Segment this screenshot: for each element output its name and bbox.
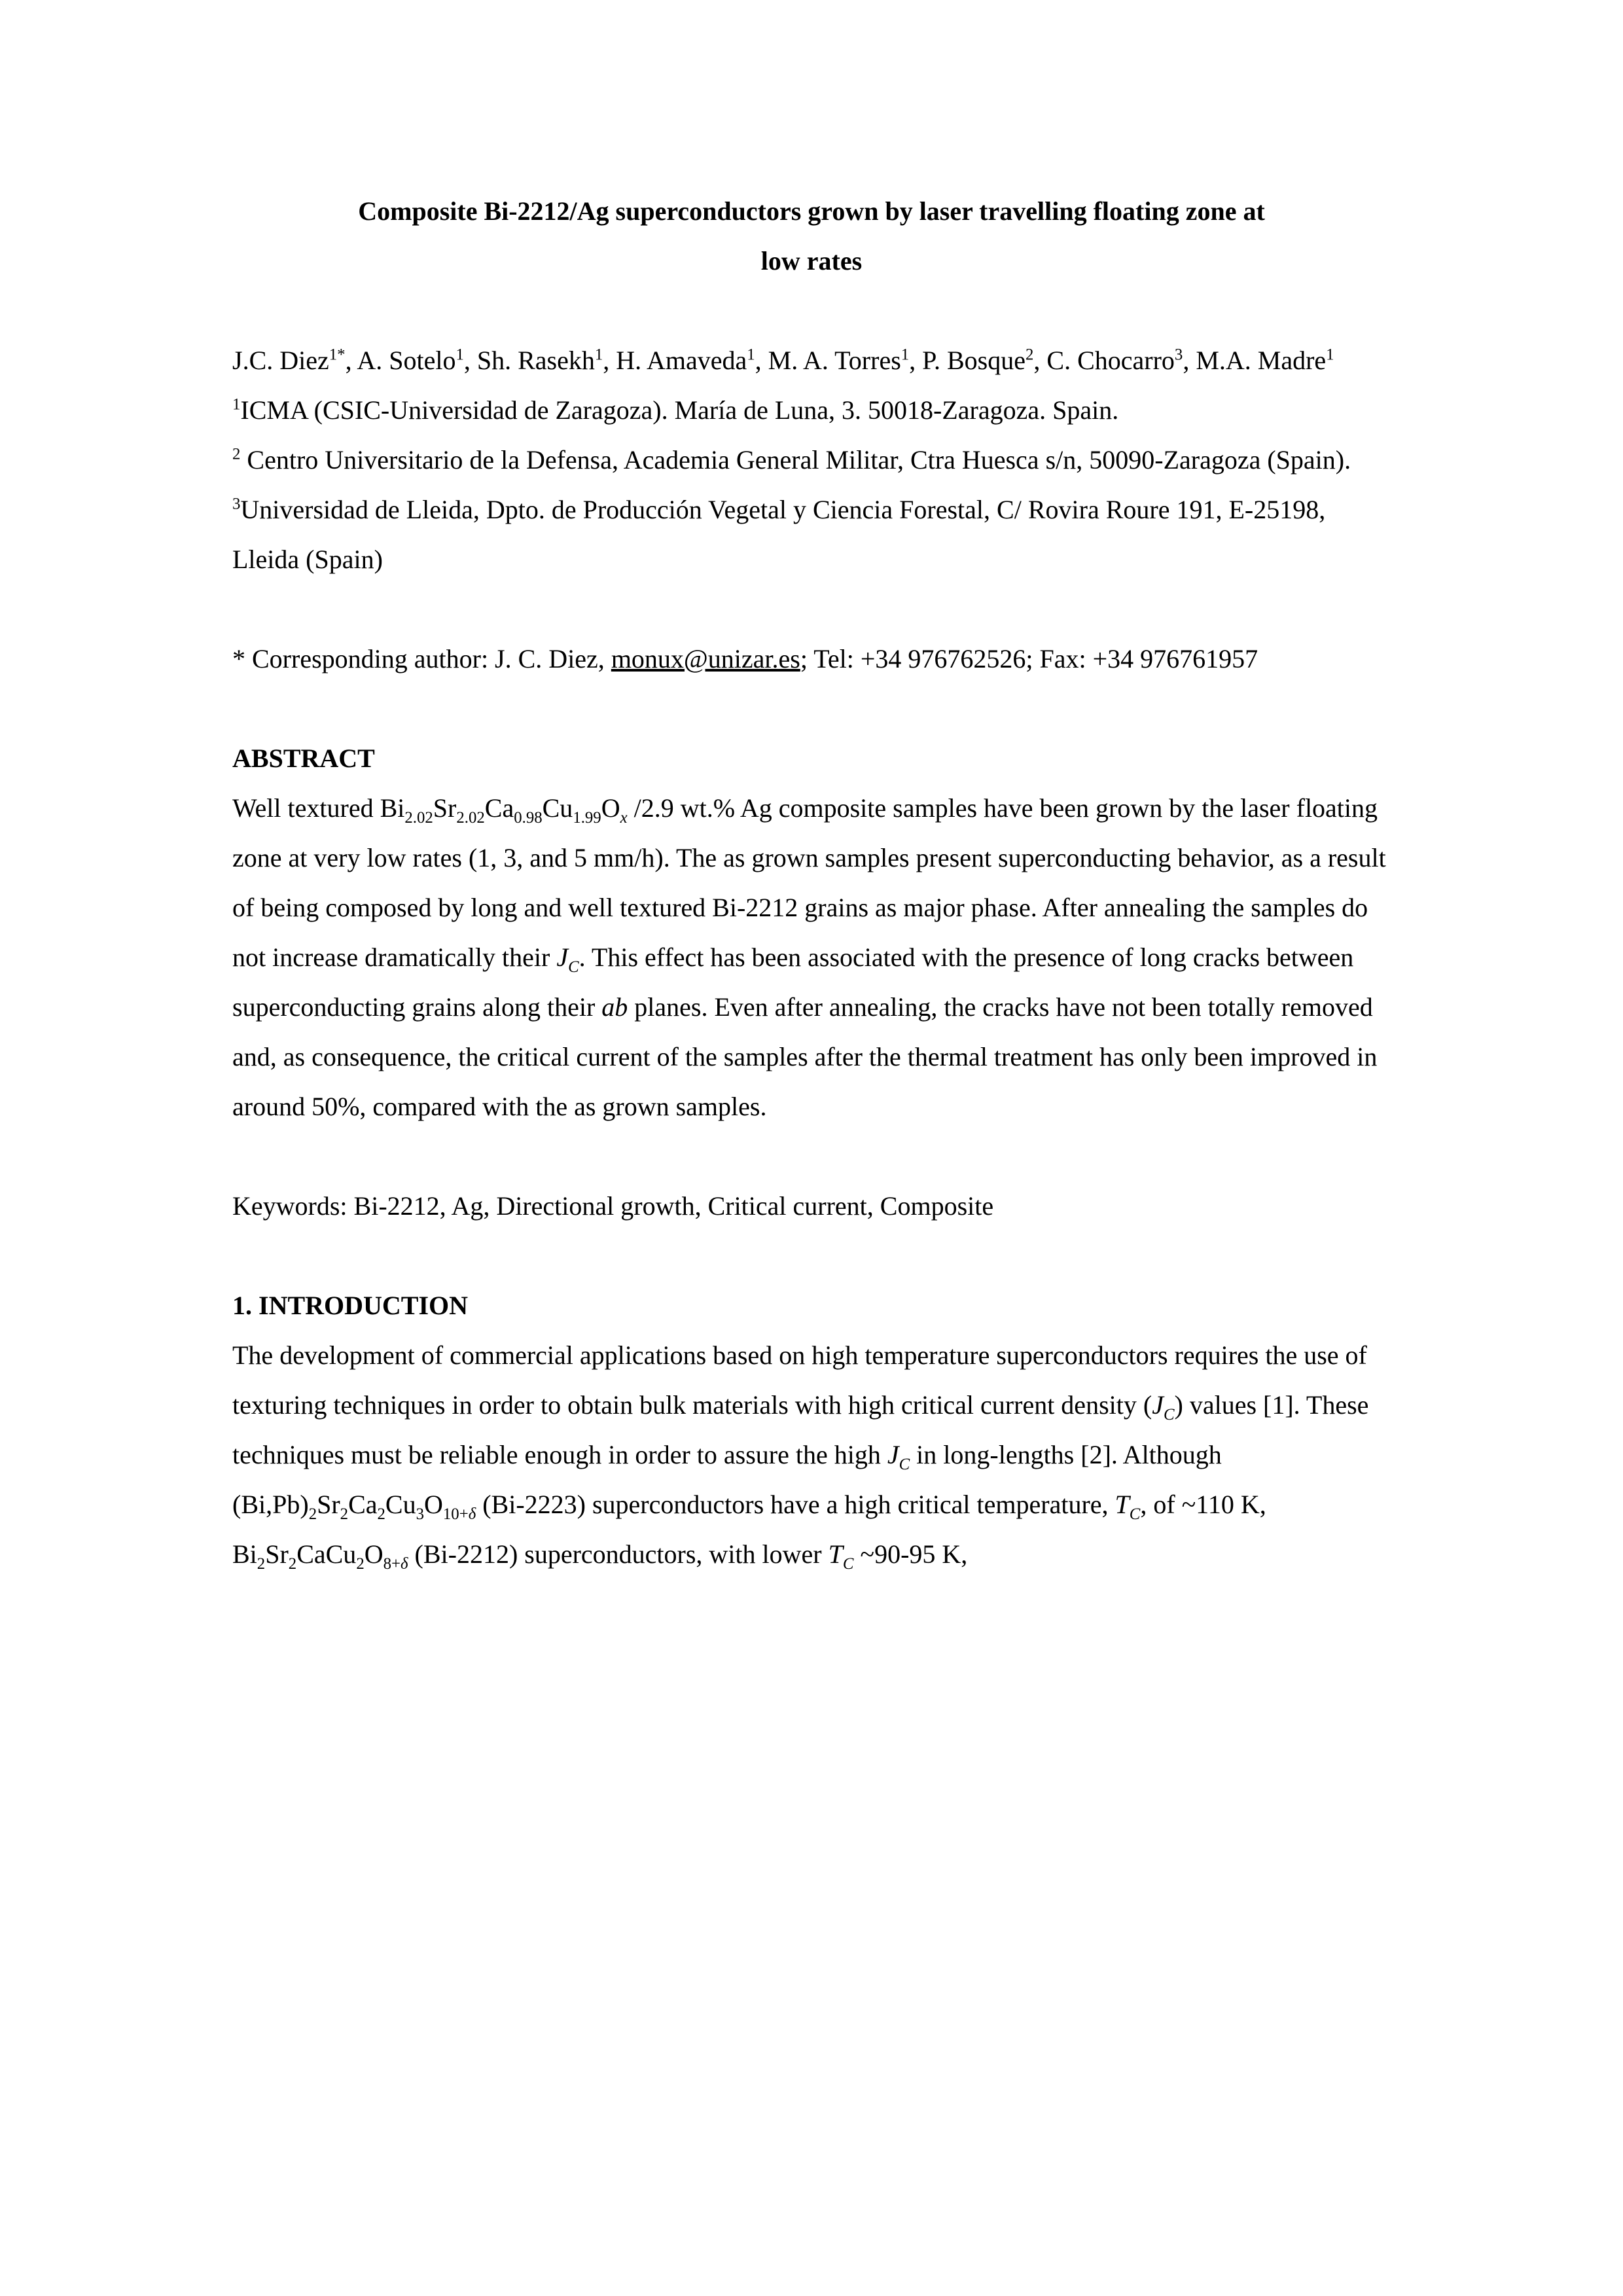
keywords-label: Keywords: [232,1191,354,1221]
affiliation-item [232,435,1391,485]
affiliation-item [232,386,1391,435]
keywords-intro-spacer [232,1231,1391,1281]
author-affiliation-marker: 3 [1174,346,1183,364]
jc-symbol: $J_C$ [887,1440,910,1473]
formula-bi2223: $(Bi,Pb)_2Sr_2Ca_2Cu_3O_{10+\delta}$ [232,1490,476,1523]
author-list [232,336,1391,386]
affiliation-marker: 1 [232,395,241,414]
author-name: , P. Bosque [909,346,1026,375]
corresponding-prefix: * Corresponding author: J. C. Diez, [232,644,611,673]
affiliation-marker: 3 [232,495,241,513]
jc-symbol: $J_C$ [556,942,579,976]
author-affiliation-marker: 1 [594,346,603,364]
corresponding-suffix: ; Tel: +34 976762526; Fax: +34 976761957 [800,644,1258,673]
intro-text: (Bi-2212) superconductors, with lower [408,1539,829,1569]
author-name: Chocarro [1077,346,1175,375]
abstract-text: /2.9 wt.% Ag composite samples have been grown by the laser floating zone at very low rates (1, 3, and 5 mm/h). The as grown samples present superconducting behavior, as a result of being composed by long and well textured Bi-2212 grains as major phase. After annealing the samples do not increase dramatically their [232,793,1386,972]
abstract-text: Cu [542,793,573,823]
author-affiliation-marker: 1 [455,346,464,364]
intro-text: ~90-95 K, [853,1539,968,1569]
jc-symbol: $J_C$ [1152,1390,1175,1424]
abstract-text: . This effect has been associated with the presence of long cracks between superconducting grains along their [232,942,1354,1022]
author-name: , M. A. Torres [755,346,901,375]
abstract-text: O [601,793,620,823]
intro-text: in long-lengths [2]. Although [910,1440,1222,1469]
abstract-keywords-spacer [232,1132,1391,1181]
corresponding-email-link[interactable]: monux@unizar.es [611,644,800,673]
formula-subscript: 0.98 [514,809,543,827]
abstract-text: Well textured Bi [232,793,405,823]
keywords-list: Bi-2212, Ag, Directional growth, Critical current, Composite [353,1191,994,1221]
affiliation-marker: 2 [232,445,241,463]
author-affiliation-marker: 1 [1326,346,1334,364]
affiliation-item [232,485,1391,584]
formula-subscript-italic: x [620,809,628,827]
intro-text: ) values [1]. These techniques must be reliable enough in order to assure the high [232,1390,1369,1469]
abstract-text: Ca [484,793,514,823]
affiliation-text: ICMA (CSIC-Universidad de Zaragoza). María de Luna, 3. 50018-Zaragoza. Spain. [240,395,1119,425]
page-title [232,187,1391,286]
author-name: , H. Amaveda [603,346,747,375]
formula-subscript: 1.99 [573,809,601,827]
formula-subscript: 2.02 [404,809,433,827]
abstract-text: Sr [433,793,457,823]
introduction-heading: 1. INTRODUCTION [232,1291,469,1320]
author-name: , M.A. Madre [1183,346,1327,375]
author-name: , C. [1033,346,1071,375]
author-name: , Sh. Rasekh [463,346,595,375]
affiliation-text: Centro Universitario de la Defensa, Academia General Militar, Ctra Huesca s/n, 50090-Zaragoza (Spain). [240,445,1351,475]
ab-plane-italic: ab [601,992,628,1022]
affiliation-list [232,386,1391,584]
author-affiliation-marker: 1 [901,346,910,364]
title-line-2: low rates [760,246,863,276]
author-name: , A. Sotelo [345,346,456,375]
intro-text: , of ~110 K, [1140,1490,1266,1519]
corresponding-abstract-spacer [232,684,1391,734]
abstract-body [232,783,1391,1132]
corresponding-author-line [232,634,1391,684]
formula-bi2212: $Bi_2Sr_2CaCu_2O_{8+\delta}$ [232,1539,408,1573]
title-author-spacer [232,286,1391,336]
keywords-line [232,1181,1391,1231]
tc-symbol: $T_C$ [1115,1490,1141,1523]
affiliation-corresponding-spacer [232,584,1391,634]
introduction-body [232,1331,1391,1579]
formula-subscript: 2.02 [456,809,485,827]
abstract-heading: ABSTRACT [232,744,375,773]
author-affiliation-marker: 1 [747,346,755,364]
author-affiliation-marker: 2 [1025,346,1034,364]
title-line-1: Composite Bi-2212/Ag superconductors grown by laser travelling floating zone at [358,196,1265,226]
intro-text: The development of commercial applications based on high temperature superconductors requires the use of texturing techniques in order to obtain bulk materials with high critical current density ( [232,1340,1367,1420]
tc-symbol: $T_C$ [828,1539,854,1573]
intro-text: (Bi-2223) superconductors have a high critical temperature, [476,1490,1115,1519]
author-affiliation-marker: 1* [329,346,346,364]
affiliation-text: Universidad de Lleida, Dpto. de Producción Vegetal y Ciencia Forestal, C/ Rovira Roure 191, E-25198, Lleida (Spain) [232,495,1326,574]
author-name: J.C. Diez [232,346,329,375]
abstract-text: planes. Even after annealing, the cracks have not been totally removed and, as consequence, the critical current of the samples after the thermal treatment has only been improved in around 50%, compared with the as grown samples. [232,992,1378,1121]
